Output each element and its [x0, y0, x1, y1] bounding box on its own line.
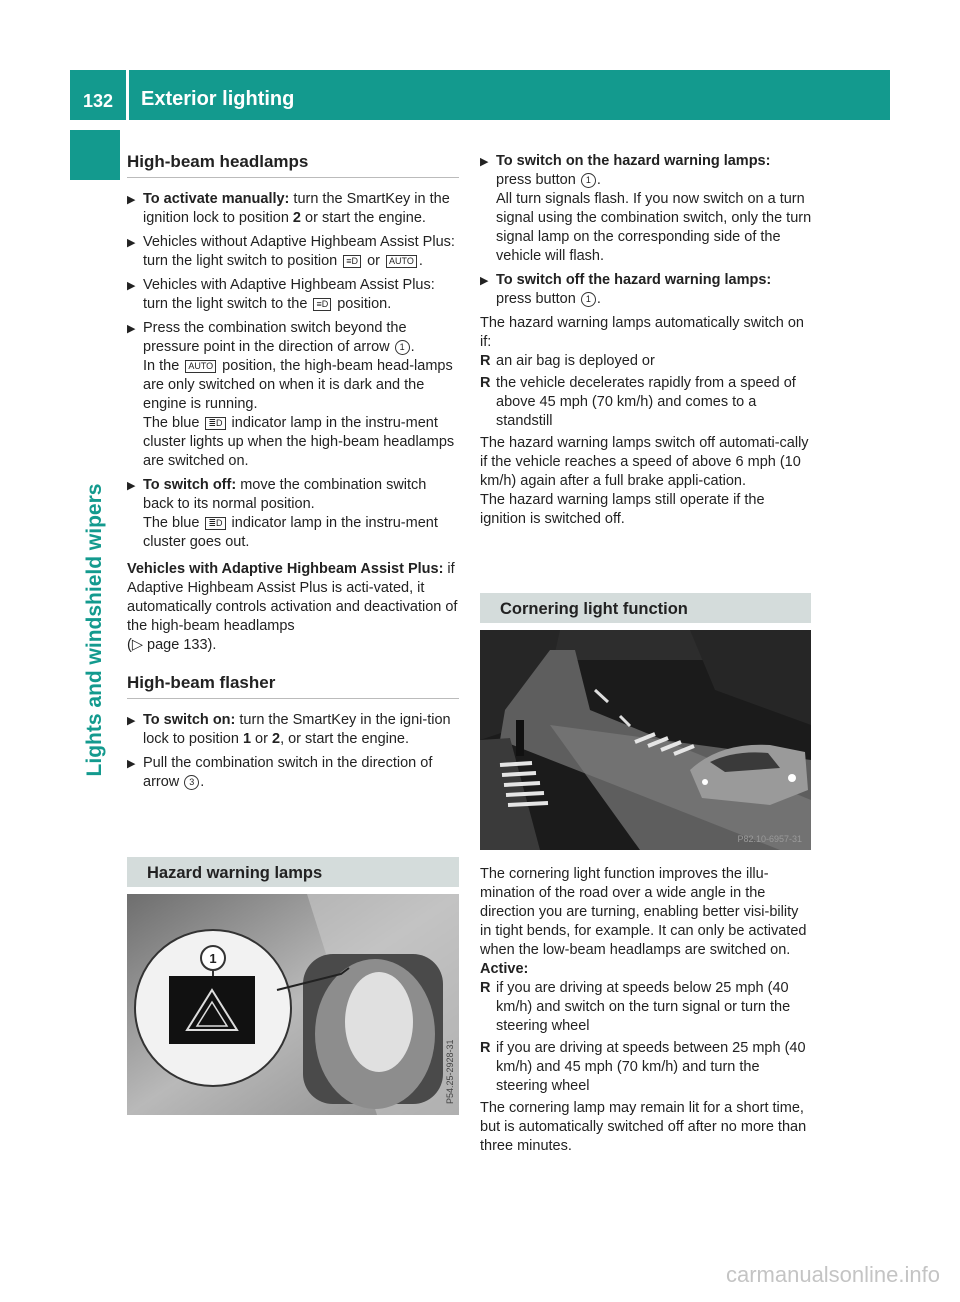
callout-1-icon: 1: [395, 340, 410, 355]
step-arrow-icon: ▶: [127, 715, 136, 727]
hazard-image-code: P54.25-2928-31: [445, 1039, 455, 1104]
hazard-switch-image: [127, 894, 459, 1115]
bullet-icon: R: [480, 375, 491, 391]
ahba-note: Vehicles with Adaptive Highbeam Assist Plus: if Adaptive Highbeam Assist Plus is acti-vated, it automatically controls activation and deactivation of the high-beam headlamps (▷ page 133).: [127, 561, 458, 653]
callout-1-icon: 1: [581, 173, 596, 188]
right-column: [480, 152, 812, 529]
step-activate-manually: ▶ To activate manually: turn the SmartKey in the ignition lock to position 2 or start the engine.: [127, 191, 450, 226]
section-side-label: Lights and windshield wipers: [83, 483, 106, 777]
step-arrow-icon: ▶: [480, 156, 489, 168]
right-column-lower: [480, 865, 812, 1156]
cornering-active-label: Active:: [480, 961, 529, 977]
step-hazard-off: ▶ To switch off the hazard warning lamps: press button 1 .: [480, 272, 772, 307]
header-divider: [126, 70, 129, 120]
cornering-description: The cornering light function improves the illu-mination of the road over a wide angle in the direction you are turning, enabling better visi-bility in tight bends, for example. It can only be activated when the low-beam headlamps are switched on.: [480, 866, 807, 958]
bullet-icon: R: [480, 1040, 491, 1056]
step-arrow-icon: ▶: [127, 194, 136, 206]
step-arrow-icon: ▶: [127, 758, 136, 770]
hazard-still-operate: The hazard warning lamps still operate if the ignition is switched off.: [480, 492, 765, 527]
step-arrow-icon: ▶: [127, 237, 136, 249]
watermark: carmanualsonline.info: [725, 1262, 940, 1287]
heading-hazard: Hazard warning lamps: [127, 857, 459, 887]
hazard-auto-intro: The hazard warning lamps automatically switch on if:: [480, 315, 804, 350]
bullet-icon: R: [480, 980, 491, 996]
hazard-auto-off: The hazard warning lamps switch off automati-cally if the vehicle reaches a speed of above 6 mph (10 km/h) again after a full brake appli-cation.: [480, 435, 809, 489]
heading-flasher: High-beam flasher: [127, 673, 459, 699]
side-tab: [70, 130, 120, 180]
step-arrow-icon: ▶: [127, 323, 136, 335]
lowbeam-icon: ≡D: [343, 255, 361, 268]
cornering-timeout: The cornering lamp may remain lit for a short time, but is automatically switched off after no more than three minutes.: [480, 1100, 807, 1154]
list-item: R if you are driving at speeds between 25 mph (40 km/h) and 45 mph (70 km/h) and turn the steering wheel: [480, 1040, 806, 1094]
list-item: R an air bag is deployed or: [480, 353, 655, 369]
page-title: Exterior lighting: [141, 88, 295, 110]
left-column: [127, 152, 459, 797]
step-without-ahba: ▶ Vehicles without Adaptive Highbeam Assist Plus: turn the light switch to position ≡D or AUTO .: [127, 234, 455, 269]
list-item: R if you are driving at speeds below 25 mph (40 km/h) and switch on the turn signal or turn the steering wheel: [480, 980, 791, 1034]
step-arrow-icon: ▶: [127, 480, 136, 492]
list-item: R the vehicle decelerates rapidly from a speed of above 45 mph (70 km/h) and comes to a standstill: [480, 375, 796, 429]
highbeam-indicator-icon: ≣D: [205, 517, 225, 530]
hazard-callout-label: 1: [209, 951, 217, 966]
auto-icon: AUTO: [185, 360, 216, 373]
step-switch-off: ▶ To switch off: move the combination switch back to its normal position. The blue ≣D indicator lamp in the instru-ment cluster goes out.: [127, 477, 438, 550]
page-ref-icon: ▷: [131, 637, 143, 653]
step-flasher-on: ▶ To switch on: turn the SmartKey in the igni-tion lock to position 1 or 2, or start the engine.: [127, 712, 451, 747]
bullet-icon: R: [480, 353, 491, 369]
callout-3-icon: 3: [184, 775, 199, 790]
heading-high-beam: High-beam headlamps: [127, 152, 459, 178]
cornering-light-image: [480, 630, 811, 850]
step-arrow-icon: ▶: [480, 275, 489, 287]
step-arrow-icon: ▶: [127, 280, 136, 292]
step-with-ahba: ▶ Vehicles with Adaptive Highbeam Assist Plus: turn the light switch to the ≡D position.: [127, 277, 435, 312]
step-flasher-pull: ▶ Pull the combination switch in the direction of arrow 3 .: [127, 755, 433, 790]
step-hazard-on: ▶ To switch on the hazard warning lamps: press button 1 . All turn signals flash. If you now switch on a turn signal using the combination switch, only the turn signal lamp on the corresponding side of the vehicle will flash.: [480, 153, 812, 264]
auto-icon: AUTO: [386, 255, 417, 268]
step-press-switch: ▶ Press the combination switch beyond the pressure point in the direction of arrow 1 . In the AUTO position, the high-beam head-lamps are only switched on when it is dark and the engine is running. The blue ≣D indicator lamp in the instru-ment cluster lights up when the high-beam headlamps are switched on.: [127, 320, 455, 469]
callout-1-icon: 1: [581, 292, 596, 307]
lowbeam-icon: ≡D: [313, 298, 331, 311]
cornering-image-code: P82.10-6957-31: [737, 834, 802, 844]
highbeam-indicator-icon: ≣D: [205, 417, 225, 430]
page-number: 132: [82, 91, 114, 111]
heading-cornering: Cornering light function: [480, 593, 811, 623]
